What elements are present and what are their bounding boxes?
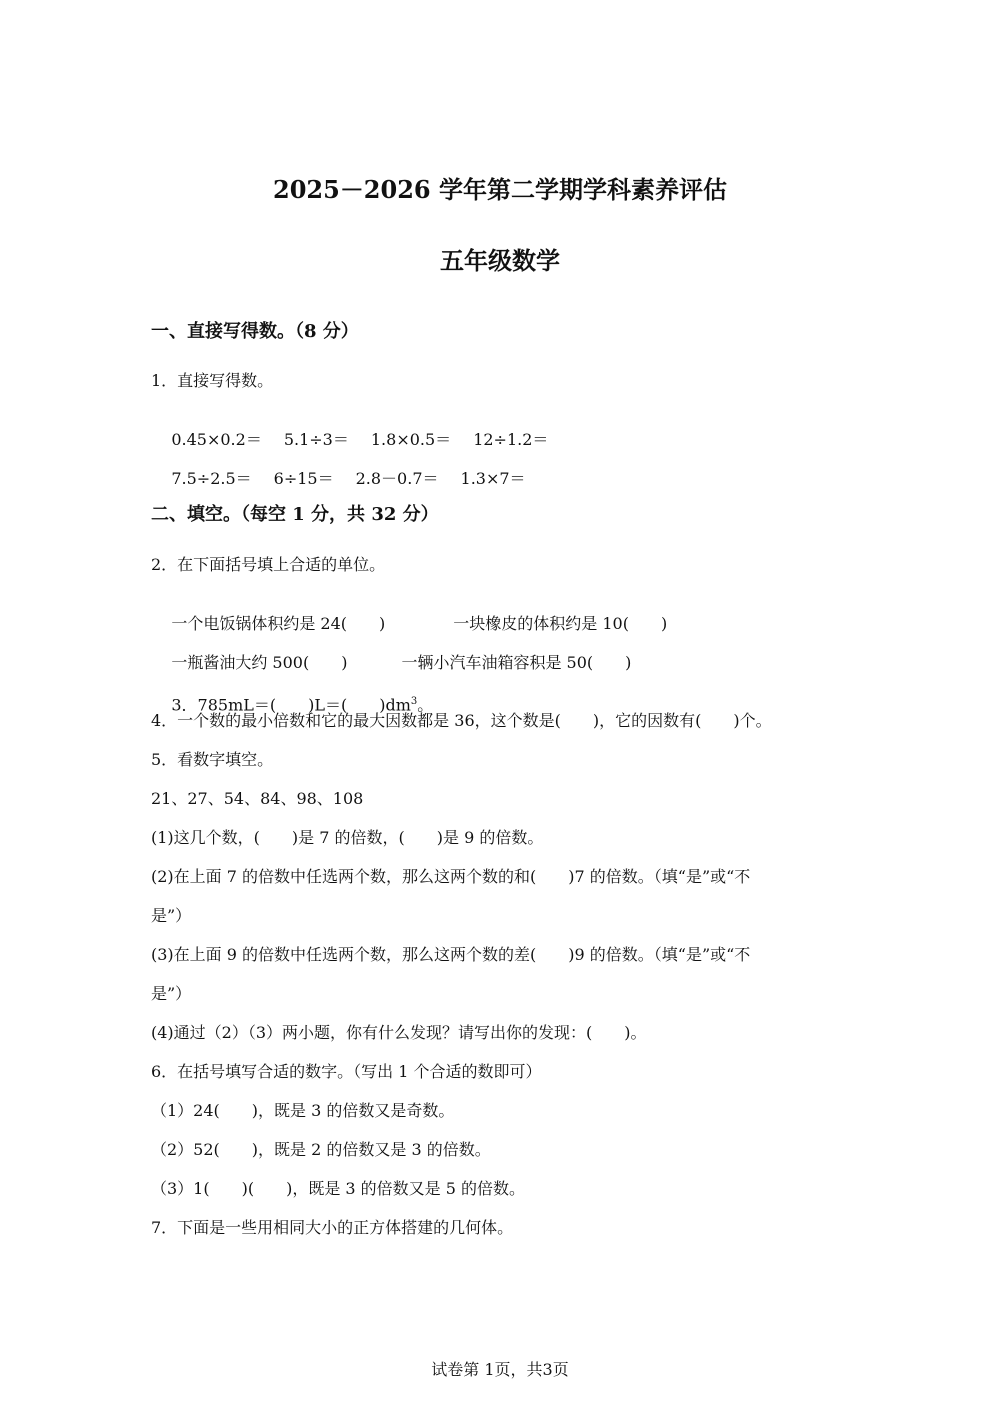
exam-subtitle: 五年级数学 xyxy=(440,246,560,275)
q2-blank-d: 一辆小汽车油箱容积是 50( ) xyxy=(401,653,632,672)
q2-stem: 2．在下面括号填上合适的单位。 xyxy=(151,555,386,574)
q1-item: 2.8－0.7＝ xyxy=(355,469,439,488)
q1-item: 12÷1.2＝ xyxy=(473,430,549,449)
q5-part-4: (4)通过（2）（3）两小题，你有什么发现？请写出你的发现：( )。 xyxy=(151,1023,647,1042)
q1-item: 7.5÷2.5＝ xyxy=(171,469,252,488)
section-heading-1: 一、直接写得数。（8 分） xyxy=(151,321,359,342)
section-heading-2: 二、填空。（每空 1 分，共 32 分） xyxy=(151,504,439,525)
q1-item: 1.3×7＝ xyxy=(460,469,526,488)
q1-item: 1.8×0.5＝ xyxy=(370,430,452,449)
q1-item: 6÷15＝ xyxy=(273,469,334,488)
q5-part-2: (2)在上面 7 的倍数中任选两个数，那么这两个数的和( )7 的倍数。（填“是”或“不 xyxy=(151,867,751,886)
q6-part-2: （2）52( )，既是 2 的倍数又是 3 的倍数。 xyxy=(151,1140,491,1159)
exam-title: 2025－2026 学年第二学期学科素养评估 xyxy=(273,175,727,204)
q1-item: 0.45×0.2＝ xyxy=(171,430,262,449)
q6-part-1: （1）24( )，既是 3 的倍数又是奇数。 xyxy=(151,1101,455,1120)
q5-part-2-cont: 是”） xyxy=(151,906,192,925)
q6-stem: 6．在括号填写合适的数字。（写出 1 个合适的数即可） xyxy=(151,1062,542,1081)
q4: 4．一个数的最小倍数和它的最大因数都是 36，这个数是( )，它的因数有( )个。 xyxy=(151,711,772,730)
q2-blank-b: 一块橡皮的体积约是 10( ) xyxy=(453,614,668,633)
q1-stem: 1．直接写得数。 xyxy=(151,371,274,390)
q5-part-3-cont: 是”） xyxy=(151,984,192,1003)
q5-numbers: 21、27、54、84、98、108 xyxy=(151,789,364,808)
q5-part-1: (1)这几个数，( )是 7 的倍数，( )是 9 的倍数。 xyxy=(151,828,544,847)
page-footer: 试卷第 1页，共3页 xyxy=(431,1360,569,1379)
q2-blank-c: 一瓶酱油大约 500( ) xyxy=(171,653,348,672)
q5-stem: 5．看数字填空。 xyxy=(151,750,274,769)
q7-stem: 7．下面是一些用相同大小的正方体搭建的几何体。 xyxy=(151,1218,514,1237)
q6-part-3: （3）1( )( )，既是 3 的倍数又是 5 的倍数。 xyxy=(151,1179,526,1198)
q3-end: 。 xyxy=(417,695,434,715)
q3-exponent: 3 xyxy=(410,696,418,707)
q3-text: 3．785mL＝( )L＝( )dm xyxy=(171,695,411,715)
q1-item: 5.1÷3＝ xyxy=(283,430,349,449)
q5-part-3: (3)在上面 9 的倍数中任选两个数，那么这两个数的差( )9 的倍数。（填“是”或“不 xyxy=(151,945,751,964)
q2-blank-a: 一个电饭锅体积约是 24( ) xyxy=(171,614,386,633)
